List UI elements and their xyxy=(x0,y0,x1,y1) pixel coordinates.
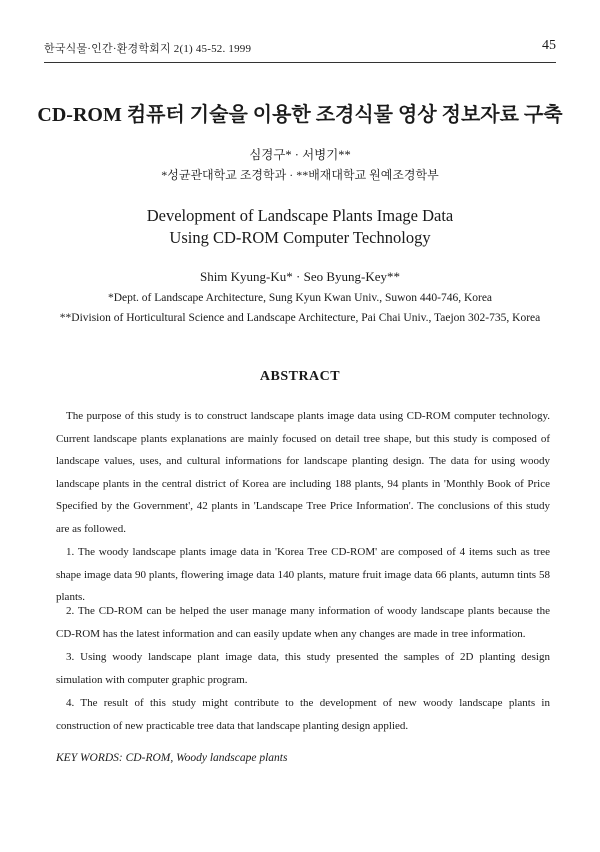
english-title-line2: Using CD-ROM Computer Technology xyxy=(169,228,431,247)
conclusion-item-1: 1. The woody landscape plants image data in 'Korea Tree CD-ROM' are composed of 4 items such as tree shape image data 90 plants, flowering image data 140 plants, mature fruit image data 66 plants, autumn tints 58 plants. xyxy=(56,546,550,603)
english-authors: Shim Kyung-Ku* · Seo Byung-Key** xyxy=(199,269,401,284)
korean-authors: 심경구* · 서병기** xyxy=(249,148,351,162)
conclusion-item-2: 2. The CD-ROM can be helped the user manage many information of woody landscape plants because the CD-ROM has the latest information and can easily update when any changes are made in tree information. xyxy=(56,605,550,640)
affiliation-2: **Division of Horticultural Science and Landscape Architecture, Pai Chai Univ., Taejon 302-735, Korea xyxy=(59,312,541,324)
conclusion-item-3: 3. Using woody landscape plant image data, this study presented the samples of 2D planting design simulation with computer graphic program. xyxy=(56,651,550,686)
running-header xyxy=(44,40,556,56)
english-title-line1: Development of Landscape Plants Image Data xyxy=(146,206,454,225)
abstract-paragraph: The purpose of this study is to construct landscape plants image data using CD-ROM computer technology. Current landscape plants explanations are mainly focused on detail tree shape, but this study is composed of landscape values, uses, and cultural informations for landscape planting design. The data for using woody landscape plants in the central district of Korea are including 188 plants, 94 plants in 'Monthly Book of Price Specified by the Government', 42 plants in 'Landscape Tree Price Information'. The conclusions of this study are as followed. xyxy=(56,410,550,535)
journal-citation: 한국식물·인간·환경학회지 2(1) 45-52. 1999 xyxy=(44,43,252,55)
keywords: KEY WORDS: CD-ROM, Woody landscape plants xyxy=(56,752,288,764)
korean-affiliations: *성균관대학교 조경학과 · **배재대학교 원예조경학부 xyxy=(161,168,439,182)
conclusion-item-4: 4. The result of this study might contribute to the development of new woody landscape plants in construction of new practicable tree data that landscape planting design applied. xyxy=(56,697,550,732)
header-rule xyxy=(44,62,556,63)
abstract-heading: ABSTRACT xyxy=(259,369,341,384)
korean-title: CD-ROM 컴퓨터 기술을 이용한 조경식물 영상 정보자료 구축 xyxy=(37,104,563,126)
page-number: 45 xyxy=(542,38,556,53)
affiliation-1: *Dept. of Landscape Architecture, Sung Kyun Kwan Univ., Suwon 440-746, Korea xyxy=(107,292,493,304)
